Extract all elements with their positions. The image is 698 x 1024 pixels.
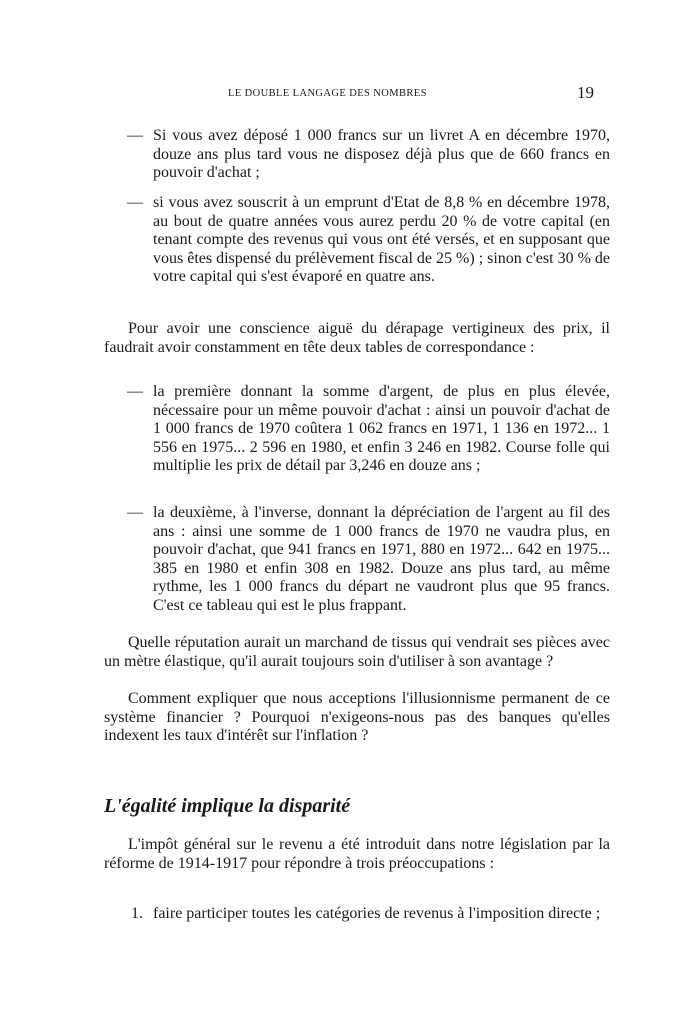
dash-marker: — — [127, 383, 143, 400]
page-number: 19 — [577, 83, 594, 102]
bullet-item-premiere-table — [127, 383, 610, 476]
bullet-text: si vous avez souscrit à un emprunt d'Etat de 8,8 % en décembre 1978, au bout de quatre années vous aurez perdu 20 % de votre capital (en tenant compte des revenus qui vous ont été versés, et en supposant que vous êtes dispensé du prélèvement fiscal de 25 %) ; sinon c'est 30 % de votre capital qui s'est évaporé en quatre ans. — [153, 194, 610, 286]
section-intro-paragraph: L'impôt général sur le revenu a été introduit dans notre législation par la réforme de 1914-1917 pour répondre à trois préoccupations : — [104, 836, 610, 872]
bullet-text: la première donnant la somme d'argent, de plus en plus élevée, nécessaire pour un même pouvoir d'achat : ainsi un pouvoir d'achat de 1 000 francs de 1970 coûtera 1 062 francs en 1971, 1 136 en 1972... 1 556 en 1975... 2 596 en 1980, et enfin 3 246 en 1982. Course folle qui multiplie les prix de détail par 3,246 en douze ans ; — [153, 383, 610, 475]
bullet-text: Si vous avez déposé 1 000 francs sur un livret A en décembre 1970, douze ans plus tard vous ne disposez déjà plus que de 660 francs en pouvoir d'achat ; — [153, 127, 610, 182]
bullet-item-deuxieme-table — [127, 504, 610, 616]
paragraph-merchant: Quelle réputation aurait un marchand de tissus qui vendrait ses pièces avec un mètre élastique, qu'il aurait toujours soin d'utiliser à son avantage ? — [104, 634, 610, 670]
section-heading: L'égalité implique la disparité — [104, 795, 351, 817]
running-head: LE DOUBLE LANGAGE DES NOMBRES — [228, 88, 427, 99]
bullet-text: la deuxième, à l'inverse, donnant la dépréciation de l'argent au fil des ans : ainsi une somme de 1 000 francs de 1970 ne vaudra plus, en pouvoir d'achat, que 941 francs en 1971, 880 en 1972... 642 en 1975... 385 en 1980 et enfin 308 en 1982. Douze ans plus tard, au même rythme, les 1 000 francs du départ ne vaudront plus que 95 francs. C'est ce tableau qui est le plus frappant. — [153, 504, 610, 614]
numbered-item — [131, 905, 610, 924]
dash-marker: — — [127, 504, 143, 521]
bullet-item-livret — [127, 127, 610, 183]
dash-marker: — — [127, 127, 143, 144]
paragraph-question: Comment expliquer que nous acceptions l'illusionnisme permanent de ce système financier ? Pourquoi n'exigeons-nous pas des banques qu'elles indexent les taux d'intérêt sur l'inflation ? — [104, 690, 610, 745]
bullet-item-emprunt — [127, 194, 610, 287]
item-number: 1. — [131, 905, 143, 922]
dash-marker: — — [127, 194, 143, 211]
item-text: faire participer toutes les catégories de revenus à l'imposition directe ; — [153, 905, 601, 922]
paragraph-intro: Pour avoir une conscience aiguë du dérapage vertigineux des prix, il faudrait avoir constamment en tête deux tables de correspondance : — [104, 320, 610, 356]
